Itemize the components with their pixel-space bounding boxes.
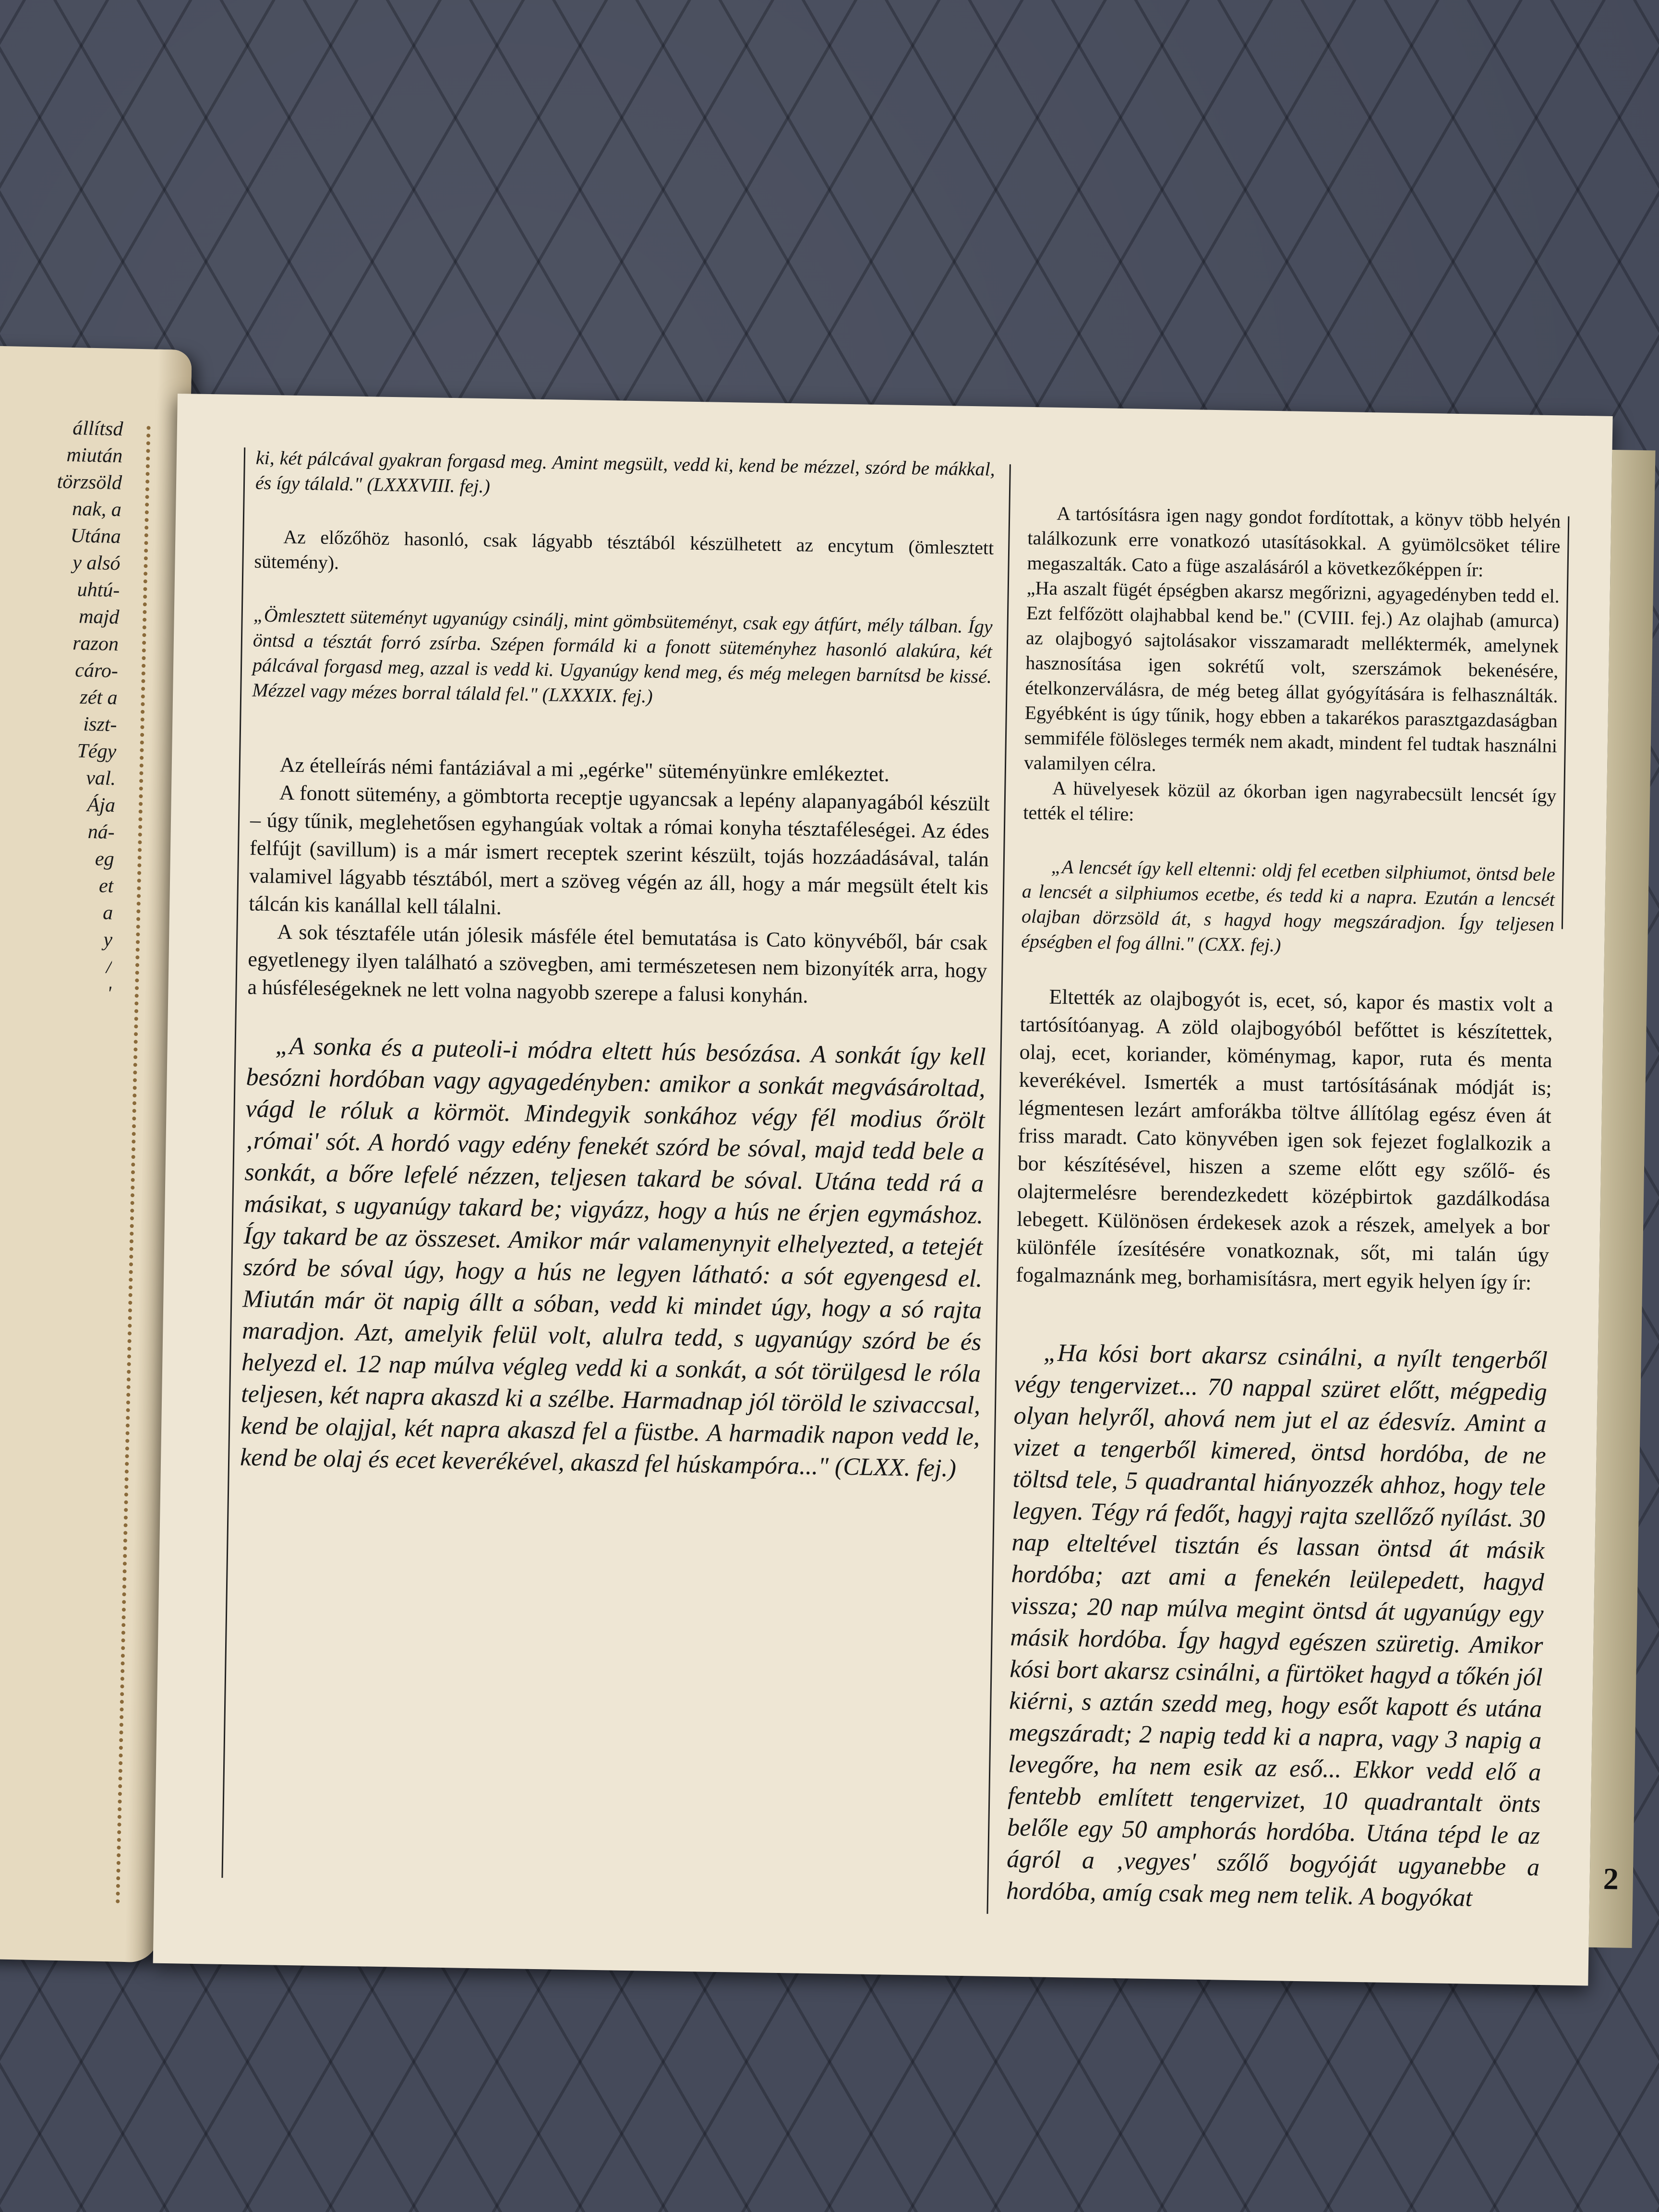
- left-fragment: val.: [85, 767, 116, 790]
- left-fragment: majd: [78, 605, 120, 629]
- left-fragment: Tégy: [77, 740, 117, 763]
- column-rule-right: [1562, 517, 1570, 929]
- recipe-quote-ending: ki, két pálcával gyakran forgasd meg. Amint megsült, vedd ki, kend be mézzel, szórd be mákkal, és így tálald." (LXXXVIII. fej.): [255, 446, 996, 497]
- left-fragment: et: [98, 875, 114, 898]
- left-fragment: y: [103, 928, 113, 951]
- right-column: [1006, 501, 1561, 1915]
- left-fragment: ': [107, 982, 112, 1005]
- left-fragment: törzsöld: [57, 470, 122, 494]
- left-fragment: zét a: [80, 686, 118, 709]
- left-fragment: /: [106, 955, 112, 978]
- paragraph-fuge-amurca: „Ha aszalt fügét épségben akarsz megőrizni, agyagedényben tedd el. Ezt felfőzött olajhabbal kend be." (CVIII. fej.) Az olajhab (amurca) az olajbogyó sajtolásakor visszamaradt melléktermék, amelynek hasznosítása igen sokrétű volt, szerszámok bekenésére, ételkonzerválásra, de még beteg állat gyógyítására is felhasználták. Egyébként is úgy tűnik, hogy ebben a takarékos parasztgazdaságban semmiféle fölösleges termék nem akadt, mindent fel tudtak használni valamilyen célra.: [1023, 577, 1560, 776]
- page-number: 2: [1603, 1862, 1619, 1896]
- left-fragment: iszt-: [83, 713, 117, 736]
- column-rule-left: [221, 447, 245, 1878]
- left-fragment: nak, a: [72, 498, 122, 521]
- paragraph-olajbogyo-bor: Eltették az olajbogyót is, ecet, só, kapor és mastix volt a tartósítóanyag. A zöld olajbogyóból befőttet is készítettek, olaj, ecet, koriander, köménymag, kapor, ruta és menta keverékével. Ismerték a must tartósításának módját is; légmentesen lezárt amforákba töltve állítólag egész éven át friss maradt. Cato könyvében igen sok fejezet foglalkozik a bor készítésével, hiszen a szeme előtt egy szőlő- és olajtermelésre berendezkedett középbirtok gazdálkodása lebegett. Különösen érdekesek azok a részek, amelyek a bor különféle ízesítésére vonatkoznak, sőt, mi talán úgy fogalmaznánk meg, borhamisításra, mert egyik helyen így ír:: [1016, 985, 1553, 1295]
- paragraph-tartositas: A tartósításra igen nagy gondot fordítottak, a könyv több helyén találkozunk erre vonatkozó utasításokkal. A gyümölcsöket télire megaszalták. Cato a füge aszalásáról a következőképpen ír:: [1027, 502, 1561, 581]
- left-fragment: cáro-: [74, 659, 119, 683]
- recipe-quote-encytum: „Ömlesztett süteményt ugyanúgy csinálj, mint gömbsüteményt, csak egy átfúrt, mély tálban. Így öntsd a tésztát forró zsírba. Szépen formáld ki a fonott süteményhez hasonló alakúra, két pálcával forgasd meg, azzal is vedd ki. Ugyanúgy kend meg, és még melegen barnítsd be kissé. Mézzel vagy mézes borral tálald fel." (LXXXIX. fej.): [252, 604, 993, 707]
- left-fragment: miután: [66, 444, 123, 468]
- paragraph-egerke: Az ételleírás némi fantáziával a mi „egérke" süteményünkre emlékeztet.: [279, 753, 890, 786]
- left-page-text-fragments: [0, 413, 123, 1007]
- recipe-quote-sonka: „A sonka és a puteoli-i módra eltett hús besózása. A sonkát így kell besózni hordóban vagy agyagedényben: amikor a sonkát megvásároltad, vágd le róluk a körmöt. Mindegyik sonkához végy fél modius őrölt ‚római' sót. A hordó vagy edény fenekét szórd be sóval, majd tedd bele a sonkát, a bőre lefelé nézzen, teljesen takard be sóval. Utána tedd rá a másikat, s ugyanúgy takard be; vigyázz, hogy a hús ne érjen egymáshoz. Így takard be az összeset. Amikor már valamenynyit elhelyezted, a tetejét szórd be sóval úgy, hogy a hús ne legyen látható: a sót egyengesd el. Miután már öt napig állt a sóban, vedd ki mindet úgy, hogy a só rajta maradjon. Azt, amelyik felül volt, alulra tedd, s ugyanúgy szórd be és helyezd el. 12 nap múlva végleg vedd ki a sonkát, a sót törülgesd le róla teljesen, két napra akaszd ki a szélbe. Harmadnap jól töröld le szivaccsal, kend be olajjal, két napra akaszd fel a füstbe. A harmadik napon vedd le, kend be olaj és ecet keverékével, akaszd fel húskampóra..." (CLXX. fej.): [240, 1032, 986, 1482]
- recipe-quote-kosi-bor: „Ha kósi bort akarsz csinálni, a nyílt tengerből végy tengervizet... 70 nappal szüret előtt, mégpedig olyan helyről, ahová nem jut el az édesvíz. Amint a vizet a tengerből kimered, öntsd hordóba, de ne töltsd tele, 5 quadrantal hiányozzék ahhoz, hogy tele legyen. Tégy rá fedőt, hagyj rajta szellőző nyílást. 30 nap elteltével tisztán és lassan öntsd át másik hordóba; azt ami a fenekén leülepedett, hagyd vissza; 20 nap múlva megint öntsd át ugyanúgy egy másik hordóba. Így hagyd egészen szüretig. Amikor kósi bort akarsz csinálni, a fürtöket hagyd a tőkén jól kiérni, s aztán szedd meg, hogy esőt kapott és utána megszáradt; 2 napig tedd ki a napra, vagy 3 napig a levegőre, ha nem esik az eső... Ekkor vedd elő a fentebb említett tengervizet, 10 quadrantalt önts belőle egy 50 amphorás hordóba. Utána tépd le az ágról a ‚vegyes' szőlő bogyóját ugyanebbe a hordóba, amíg csak meg nem telik. A bogyókat: [1006, 1339, 1548, 1912]
- left-fragment: y alsó: [72, 552, 121, 575]
- left-fragment: razon: [72, 632, 119, 656]
- paragraph-encytum: Az előzőhöz hasonló, csak lágyabb tésztából készülhetett az encytum (ömlesztett sütemény).: [254, 526, 994, 574]
- paragraph-huvelyesek: A hüvelyesek közül az ókorban igen nagyrabecsült lencsét így tették el télire:: [1023, 777, 1557, 825]
- left-fragment: állítsd: [72, 417, 123, 441]
- left-fragment: uhtú-: [77, 578, 120, 602]
- left-fragment: eg: [95, 848, 115, 871]
- left-fragment: a: [102, 902, 113, 925]
- left-fragment: Ája: [87, 793, 116, 817]
- book-page: [153, 394, 1619, 1986]
- left-fragment: Utána: [70, 525, 121, 548]
- paragraph-fonott-sutemeny: A fonott sütemény, a gömbtorta receptje ugyancsak a lepény alapanyagából készült – úgy tűnik, meglehetősen egyhangúak voltak a római konyha tésztaféleségei. Az édes felfújt (savillum) is a már ismert receptek szerint készült, tojás hozzáadásával, talán valamivel lágyabb tésztából, mert a szöveg végén az áll, hogy a már megsült ételt kis tálcán kis kanállal kell tálalni.: [248, 781, 990, 919]
- left-column: [240, 445, 995, 1485]
- left-fragment: ná-: [87, 820, 115, 844]
- paragraph-husfelesegek: A sok tésztaféle után jólesik másféle étel bemutatása is Cato könyvéből, bár csak egyetlenegy ilyen található a szövegben, ami természetesen nem bizonyíték arra, hogy a húsféleségeknek ne lett volna nagyobb szerepe a falusi konyhán.: [247, 920, 988, 1008]
- recipe-quote-lencse: „A lencsét így kell eltenni: oldj fel ecetben silphiumot, öntsd bele a lencsét a silphiumos ecetbe, és tedd ki a napra. Ezután a lencsét olajban dörzsöld át, s hagyd hogy megszáradjon. Így teljesen épségben el fog állni." (CXX. fej.): [1021, 855, 1555, 956]
